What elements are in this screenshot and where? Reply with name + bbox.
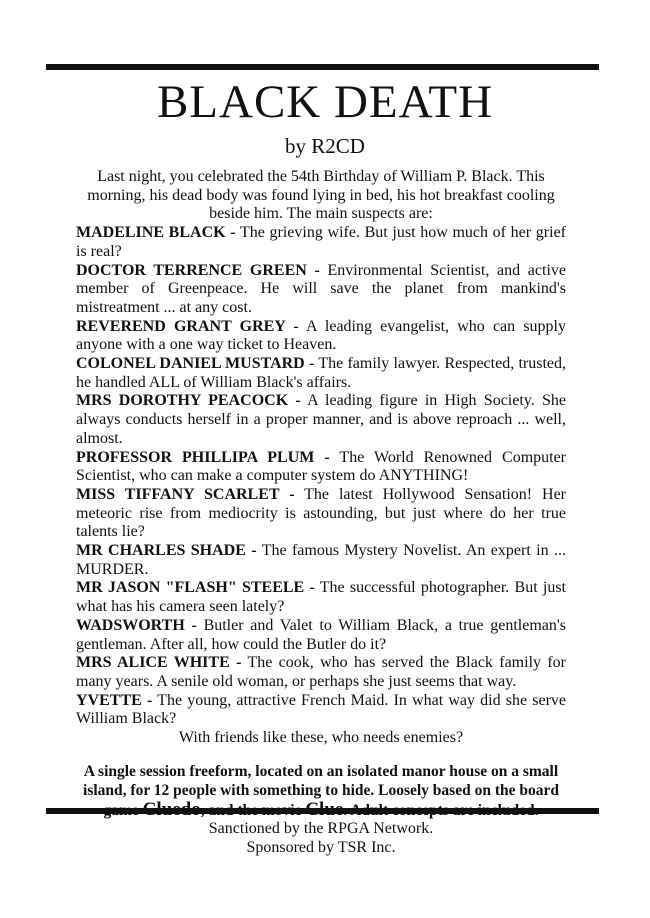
- suspect-description: The cook, who has served the Black family for many years. A senile old woman, or perhaps she just seems that way.: [76, 654, 567, 690]
- suspect-description: The latest Hollywood Sensation! Her meteoric rise from mediocrity is astounding, but just where do her true talents lie?: [76, 485, 566, 541]
- suspect-entry: [76, 449, 566, 486]
- suspect-entry: [76, 654, 566, 691]
- suspect-name: YVETTE -: [76, 691, 153, 709]
- suspect-entry: [76, 542, 566, 579]
- suspect-entry: [76, 392, 566, 448]
- bottom-rule: [46, 808, 599, 814]
- suspect-name: MR CHARLES SHADE -: [76, 542, 257, 560]
- blurb-text: A single session freeform, located on an isolated manor house on a small island, for 12 people with something to hide. Loosely based on the board: [83, 762, 559, 799]
- suspect-entry: [76, 579, 566, 616]
- byline: by R2CD: [285, 134, 365, 158]
- top-rule: [46, 64, 599, 70]
- suspect-description: The family lawyer. Respected, trusted, he handled ALL of William Black's affairs.: [76, 355, 567, 391]
- suspect-description: Environmental Scientist, and active member of Greenpeace. He will save the planet from mankind's mistreatment ... at any cost.: [76, 261, 567, 316]
- suspect-description: The successful photographer. But just what has his camera seen lately?: [76, 579, 566, 616]
- suspect-entry: [76, 692, 566, 729]
- suspect-name: MRS DOROTHY PEACOCK -: [76, 392, 301, 410]
- suspect-description: The famous Mystery Novelist. An expert in ... MURDER.: [76, 542, 566, 578]
- suspect-name: MR JASON "FLASH" STEELE -: [76, 579, 315, 597]
- sponsor-line: Sponsored by TSR Inc.: [246, 838, 396, 856]
- intro-paragraph: Last night, you celebrated the 54th Birthday of William P. Black. This morning, his dead body was found lying in bed, his hot breakfast cooling beside him. The main suspects are:: [87, 168, 555, 223]
- suspect-name: DOCTOR TERRENCE GREEN -: [76, 261, 320, 279]
- suspect-entry: [76, 224, 566, 261]
- suspect-name: WADSWORTH -: [76, 616, 197, 634]
- suspect-description: The young, attractive French Maid. In what way did she serve William Black?: [76, 691, 567, 728]
- suspect-description: A leading figure in High Society. She always conducts herself in a proper manner, and is above reproach ... well, almost.: [76, 392, 567, 447]
- suspect-entry: [76, 262, 566, 318]
- sanction-line: Sanctioned by the RPGA Network.: [208, 819, 434, 837]
- suspect-name: MADELINE BLACK -: [76, 224, 236, 242]
- suspect-name: COLONEL DANIEL MUSTARD -: [76, 355, 315, 373]
- suspect-entry: [76, 617, 566, 654]
- page-title: BLACK DEATH: [156, 76, 494, 128]
- suspect-list: [76, 224, 566, 729]
- suspect-description: A leading evangelist, who can supply anyone with a one way ticket to Heaven.: [76, 317, 566, 354]
- document-body: [76, 168, 566, 857]
- suspect-entry: [76, 318, 566, 355]
- suspect-entry: [76, 486, 566, 542]
- closing-line: With friends like these, who needs enemies?: [178, 729, 464, 747]
- suspect-description: The grieving wife. But just how much of her grief is real?: [76, 224, 566, 260]
- suspect-name: MRS ALICE WHITE -: [76, 654, 242, 672]
- suspect-name: MISS TIFFANY SCARLET -: [76, 485, 295, 503]
- suspect-name: REVEREND GRANT GREY -: [76, 317, 299, 335]
- suspect-description: Butler and Valet to William Black, a true gentleman's gentleman. After all, how could the Butler do it?: [76, 616, 566, 653]
- suspect-name: PROFESSOR PHILLIPA PLUM -: [76, 448, 330, 466]
- suspect-entry: [76, 355, 566, 392]
- suspect-description: The World Renowned Computer Scientist, who can make a computer system do ANYTHING!: [76, 448, 567, 485]
